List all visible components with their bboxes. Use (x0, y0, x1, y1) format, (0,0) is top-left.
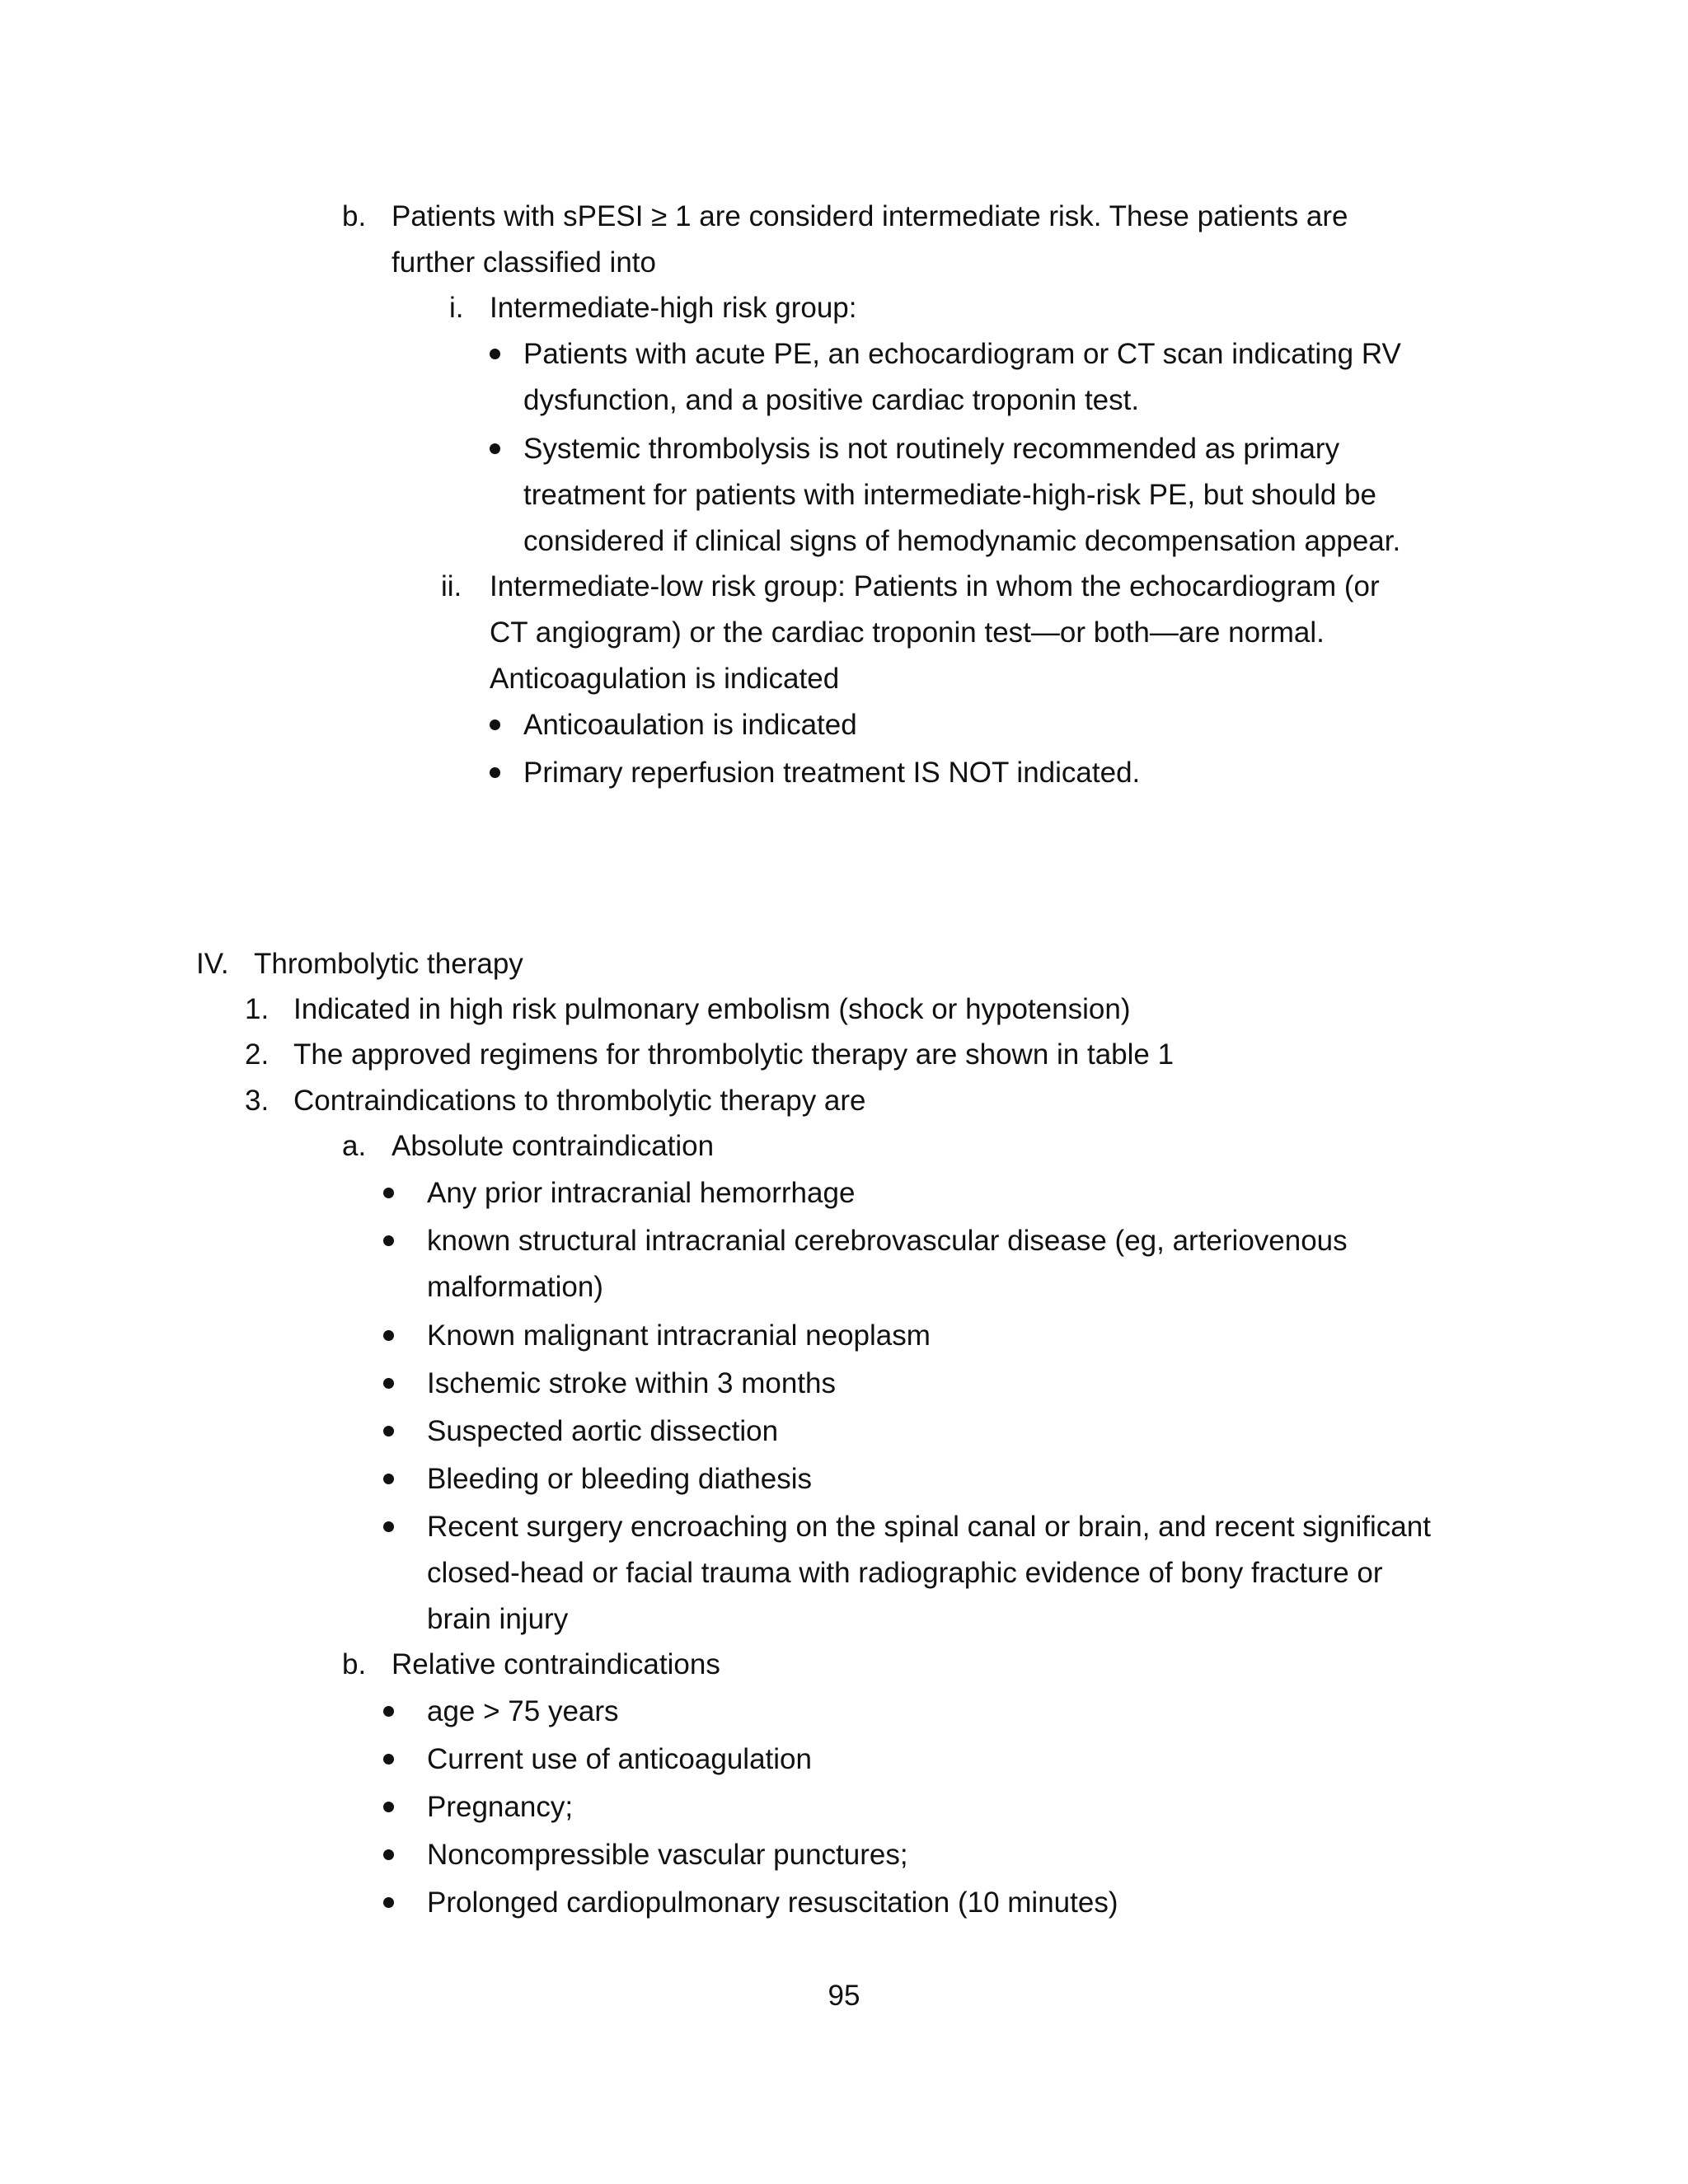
text-line: Ischemic stroke within 3 months (427, 1367, 837, 1399)
bullet-dot (490, 443, 500, 454)
bullet-dot (383, 1706, 394, 1717)
text-line: Prolonged cardiopulmonary resuscitation (10 minutes) (427, 1886, 1118, 1919)
list-marker: a. (342, 1130, 367, 1162)
section-marker: IV. (196, 948, 229, 980)
text-line: Current use of anticoagulation (427, 1743, 812, 1775)
list-marker: 2. (245, 1038, 270, 1071)
list-marker: 1. (245, 993, 270, 1025)
bullet-dot (383, 1474, 394, 1484)
text-line: age > 75 years (427, 1695, 619, 1727)
bullet-dot (383, 1521, 394, 1532)
bullet-dot (383, 1897, 394, 1908)
text-line: Primary reperfusion treatment IS NOT indicated. (523, 757, 1141, 789)
list-item: Indicated in high risk pulmonary embolism (shock or hypotension) (293, 993, 1131, 1025)
bullet-dot (383, 1849, 394, 1860)
text-line: Intermediate-high risk group: (490, 292, 857, 324)
bullet-dot (383, 1378, 394, 1389)
bullet-dot (383, 1235, 394, 1246)
list-item: The approved regimens for thrombolytic therapy are shown in table 1 (293, 1038, 1175, 1071)
text-line: Recent surgery encroaching on the spinal canal or brain, and recent significant (427, 1511, 1431, 1543)
bullet-dot (383, 1426, 394, 1436)
bullet-dot (383, 1330, 394, 1341)
subsection-title: Relative contraindications (392, 1648, 720, 1680)
bullet-dot (490, 767, 500, 778)
text-line: Suspected aortic dissection (427, 1415, 779, 1447)
text-line: CT angiogram) or the cardiac troponin test—or both—are normal. (490, 616, 1325, 649)
text-line: closed-head or facial trauma with radiographic evidence of bony fracture or (427, 1557, 1383, 1589)
text-line: Anticoagulation is indicated (490, 663, 840, 695)
bullet-dot (383, 1754, 394, 1765)
list-marker: 3. (245, 1085, 270, 1117)
list-marker: b. (342, 200, 367, 232)
text-line: malformation) (427, 1271, 603, 1303)
section-title: Thrombolytic therapy (254, 948, 523, 980)
subsection-title: Absolute contraindication (392, 1130, 715, 1162)
text-line: Patients with sPESI ≥ 1 are considerd intermediate risk. These patients are (392, 200, 1348, 232)
text-line: brain injury (427, 1603, 569, 1635)
bullet-dot (383, 1802, 394, 1812)
text-line: Patients with acute PE, an echocardiogram or CT scan indicating RV (523, 338, 1401, 370)
bullet-dot (490, 719, 500, 730)
bullet-dot (490, 349, 500, 359)
text-line: Any prior intracranial hemorrhage (427, 1177, 856, 1209)
list-marker: i. (449, 292, 464, 324)
list-item: Contraindications to thrombolytic therapy are (293, 1085, 866, 1117)
bullet-dot (383, 1188, 394, 1198)
text-line: Noncompressible vascular punctures; (427, 1839, 908, 1871)
page-number: 95 (828, 1980, 860, 2012)
text-line: Intermediate-low risk group: Patients in whom the echocardiogram (or (490, 570, 1380, 602)
list-marker: ii. (441, 570, 462, 602)
text-line: known structural intracranial cerebrovascular disease (eg, arteriovenous (427, 1225, 1348, 1257)
text-line: Systemic thrombolysis is not routinely recommended as primary (523, 433, 1340, 465)
text-line: considered if clinical signs of hemodynamic decompensation appear. (523, 525, 1401, 557)
list-marker: b. (342, 1648, 367, 1680)
text-line: Anticoaulation is indicated (523, 709, 857, 741)
text-line: Known malignant intracranial neoplasm (427, 1319, 931, 1352)
text-line: Bleeding or bleeding diathesis (427, 1463, 812, 1495)
text-line: dysfunction, and a positive cardiac troponin test. (523, 384, 1140, 416)
text-line: treatment for patients with intermediate-high-risk PE, but should be (523, 479, 1376, 511)
text-line: Pregnancy; (427, 1791, 574, 1823)
text-line: further classified into (392, 246, 656, 279)
